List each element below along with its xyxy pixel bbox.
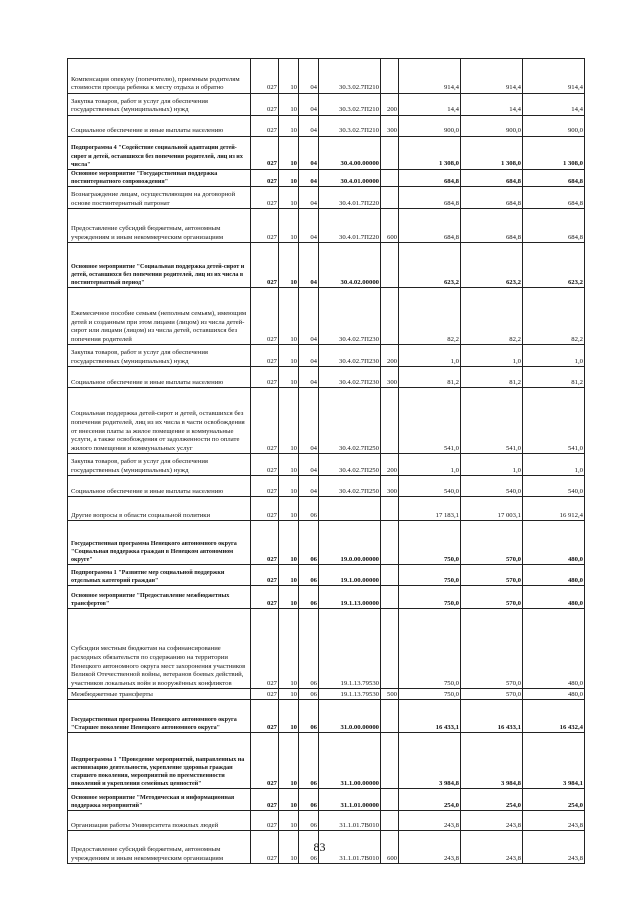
amount-year-1: 82,2: [399, 288, 461, 345]
target-article-code: 30.4.02.7П250: [319, 476, 381, 497]
expense-type-code: [381, 137, 399, 170]
amount-year-2: 684,8: [461, 209, 523, 243]
section-code: 10: [279, 345, 299, 367]
amount-year-1: 1 308,0: [399, 137, 461, 170]
ministry-code: 027: [251, 170, 279, 187]
expense-type-code: 500: [381, 689, 399, 700]
expense-type-code: [381, 565, 399, 586]
section-code: 10: [279, 565, 299, 586]
subsection-code: 06: [299, 689, 319, 700]
subsection-code: 04: [299, 170, 319, 187]
table-row: [68, 137, 585, 170]
expense-type-code: 200: [381, 345, 399, 367]
table-row: [68, 454, 585, 476]
amount-year-1: 3 984,8: [399, 733, 461, 789]
section-code: 10: [279, 521, 299, 565]
target-article-code: 30.4.02.7П250: [319, 454, 381, 476]
ministry-code: 027: [251, 209, 279, 243]
ministry-code: 027: [251, 689, 279, 700]
section-code: 10: [279, 811, 299, 831]
target-article-code: 30.4.01.7П220: [319, 187, 381, 209]
row-name: Подпрограмма 1 "Развитие мер социальной поддержки отдельных категорий граждан": [68, 565, 251, 586]
subsection-code: 06: [299, 497, 319, 521]
amount-year-1: 81,2: [399, 367, 461, 388]
row-name: Основное мероприятие "Социальная поддержка детей-сирот и детей, оставшихся без попечения родителей, лиц из их числа в постинтернатный период": [68, 243, 251, 288]
expense-type-code: [381, 733, 399, 789]
row-name: Подпрограмма 1 "Проведение мероприятий, направленных на активизацию деятельности, укрепление здоровья граждан старшего поколения, мероприятий по преемственности поколений и укрепления семейных ценностей": [68, 733, 251, 789]
amount-year-3: 480,0: [523, 689, 585, 700]
section-code: 10: [279, 789, 299, 811]
table-row: [68, 609, 585, 689]
row-name: Социальное обеспечение и иные выплаты населению: [68, 476, 251, 497]
amount-year-3: 914,4: [523, 59, 585, 94]
row-name: Межбюджетные трансферты: [68, 689, 251, 700]
table-row: [68, 700, 585, 733]
ministry-code: 027: [251, 367, 279, 388]
amount-year-1: 914,4: [399, 59, 461, 94]
amount-year-1: 541,0: [399, 388, 461, 454]
amount-year-1: 1,0: [399, 345, 461, 367]
ministry-code: 027: [251, 116, 279, 137]
expense-type-code: [381, 811, 399, 831]
target-article-code: 31.1.01.7В010: [319, 811, 381, 831]
row-name: Предоставление субсидий бюджетным, автономным учреждениям и иным некоммерческим организациям: [68, 831, 251, 864]
amount-year-2: 1,0: [461, 454, 523, 476]
expense-type-code: 300: [381, 367, 399, 388]
target-article-code: 30.4.01.7П220: [319, 209, 381, 243]
subsection-code: 06: [299, 789, 319, 811]
subsection-code: 04: [299, 454, 319, 476]
expense-type-code: [381, 497, 399, 521]
amount-year-1: 684,8: [399, 209, 461, 243]
table-row: [68, 733, 585, 789]
amount-year-2: 570,0: [461, 521, 523, 565]
section-code: 10: [279, 733, 299, 789]
amount-year-3: 254,0: [523, 789, 585, 811]
amount-year-2: 623,2: [461, 243, 523, 288]
table-row: [68, 689, 585, 700]
ministry-code: 027: [251, 831, 279, 864]
amount-year-1: 14,4: [399, 94, 461, 116]
amount-year-1: 750,0: [399, 689, 461, 700]
section-code: 10: [279, 94, 299, 116]
amount-year-1: 623,2: [399, 243, 461, 288]
amount-year-1: 1,0: [399, 454, 461, 476]
section-code: 10: [279, 609, 299, 689]
amount-year-3: 14,4: [523, 94, 585, 116]
table-row: [68, 170, 585, 187]
subsection-code: 04: [299, 209, 319, 243]
subsection-code: 04: [299, 345, 319, 367]
target-article-code: [319, 497, 381, 521]
section-code: 10: [279, 243, 299, 288]
target-article-code: 30.4.00.00000: [319, 137, 381, 170]
budget-table: [67, 58, 585, 864]
amount-year-3: 1 308,0: [523, 137, 585, 170]
ministry-code: 027: [251, 586, 279, 609]
subsection-code: 04: [299, 137, 319, 170]
section-code: 10: [279, 831, 299, 864]
table-row: [68, 521, 585, 565]
ministry-code: 027: [251, 243, 279, 288]
table-row: [68, 243, 585, 288]
section-code: 10: [279, 288, 299, 345]
amount-year-2: 540,0: [461, 476, 523, 497]
ministry-code: 027: [251, 137, 279, 170]
amount-year-2: 14,4: [461, 94, 523, 116]
table-row: [68, 811, 585, 831]
row-name: Вознаграждение лицам, осуществляющим на договорной основе постинтернатный патронат: [68, 187, 251, 209]
amount-year-2: 541,0: [461, 388, 523, 454]
ministry-code: 027: [251, 59, 279, 94]
amount-year-2: 570,0: [461, 689, 523, 700]
ministry-code: 027: [251, 94, 279, 116]
amount-year-3: 684,8: [523, 209, 585, 243]
amount-year-1: 16 433,1: [399, 700, 461, 733]
amount-year-3: 81,2: [523, 367, 585, 388]
amount-year-2: 81,2: [461, 367, 523, 388]
subsection-code: 06: [299, 586, 319, 609]
amount-year-2: 254,0: [461, 789, 523, 811]
expense-type-code: [381, 388, 399, 454]
subsection-code: 06: [299, 521, 319, 565]
table-row: [68, 59, 585, 94]
amount-year-3: 541,0: [523, 388, 585, 454]
amount-year-2: 914,4: [461, 59, 523, 94]
amount-year-3: 16 912,4: [523, 497, 585, 521]
section-code: 10: [279, 454, 299, 476]
amount-year-1: 750,0: [399, 521, 461, 565]
ministry-code: 027: [251, 497, 279, 521]
table-row: [68, 209, 585, 243]
amount-year-2: 570,0: [461, 565, 523, 586]
section-code: 10: [279, 497, 299, 521]
row-name: Закупка товаров, работ и услуг для обеспечения государственных (муниципальных) нужд: [68, 454, 251, 476]
target-article-code: 30.4.02.7П230: [319, 288, 381, 345]
expense-type-code: [381, 789, 399, 811]
table-row: [68, 565, 585, 586]
expense-type-code: [381, 288, 399, 345]
table-body: [68, 59, 585, 864]
section-code: 10: [279, 116, 299, 137]
subsection-code: 04: [299, 476, 319, 497]
target-article-code: 30.3.02.7П210: [319, 116, 381, 137]
amount-year-3: 684,8: [523, 170, 585, 187]
target-article-code: 31.1.00.00000: [319, 733, 381, 789]
amount-year-1: 254,0: [399, 789, 461, 811]
amount-year-3: 480,0: [523, 521, 585, 565]
amount-year-3: 16 432,4: [523, 700, 585, 733]
amount-year-2: 570,0: [461, 609, 523, 689]
row-name: Социальное обеспечение и иные выплаты населению: [68, 367, 251, 388]
target-article-code: 31.1.01.7В010: [319, 831, 381, 864]
expense-type-code: [381, 59, 399, 94]
target-article-code: 31.0.00.00000: [319, 700, 381, 733]
amount-year-1: 684,8: [399, 170, 461, 187]
target-article-code: 30.4.02.7П250: [319, 388, 381, 454]
amount-year-3: 1,0: [523, 454, 585, 476]
row-name: Закупка товаров, работ и услуг для обеспечения государственных (муниципальных) нужд: [68, 345, 251, 367]
table-row: [68, 367, 585, 388]
row-name: Субсидии местным бюджетам на софинансирование расходных обязательств по содержанию на территории Ненецкого автономного округа мест захоронения участников Великой Отечественной войны, ветеранов боевых действий, участников локальных войн и вооружённых конфликтов: [68, 609, 251, 689]
row-name: Социальная поддержка детей-сирот и детей, оставшихся без попечения родителей, лиц из их числа в части освобождения от внесения платы за жилое помещение и коммунальные услуги, а также освобождения от задолженности по оплате жилого помещения и коммунальных услуг: [68, 388, 251, 454]
amount-year-2: 900,0: [461, 116, 523, 137]
ministry-code: 027: [251, 288, 279, 345]
amount-year-3: 900,0: [523, 116, 585, 137]
section-code: 10: [279, 187, 299, 209]
amount-year-2: 243,8: [461, 831, 523, 864]
row-name: Ежемесячное пособие семьям (неполным семьям), имеющим детей и созданным при этом лицами (лицом) из числа детей-сирот или лицами (лицом) из числа детей, оставшихся без попечения родителей: [68, 288, 251, 345]
amount-year-3: 243,8: [523, 831, 585, 864]
target-article-code: 30.4.02.00000: [319, 243, 381, 288]
amount-year-3: 480,0: [523, 565, 585, 586]
section-code: 10: [279, 137, 299, 170]
ministry-code: 027: [251, 811, 279, 831]
amount-year-2: 1 308,0: [461, 137, 523, 170]
amount-year-1: 900,0: [399, 116, 461, 137]
table-row: [68, 789, 585, 811]
amount-year-3: 684,8: [523, 187, 585, 209]
table-row: [68, 187, 585, 209]
expense-type-code: [381, 609, 399, 689]
subsection-code: 04: [299, 288, 319, 345]
section-code: 10: [279, 170, 299, 187]
amount-year-1: 243,8: [399, 811, 461, 831]
amount-year-2: 16 433,1: [461, 700, 523, 733]
table-row: [68, 116, 585, 137]
ministry-code: 027: [251, 345, 279, 367]
subsection-code: 06: [299, 831, 319, 864]
amount-year-2: 82,2: [461, 288, 523, 345]
expense-type-code: [381, 521, 399, 565]
amount-year-2: 17 003,1: [461, 497, 523, 521]
row-name: Подпрограмма 4 "Содействие социальной адаптации детей-сирот и детей, оставшихся без попечения родителей, лиц из их числа": [68, 137, 251, 170]
table-row: [68, 388, 585, 454]
row-name: Основное мероприятие "Предоставление межбюджетных трансфертов": [68, 586, 251, 609]
expense-type-code: [381, 586, 399, 609]
row-name: Закупка товаров, работ и услуг для обеспечения государственных (муниципальных) нужд: [68, 94, 251, 116]
expense-type-code: [381, 187, 399, 209]
target-article-code: 30.3.02.7П210: [319, 94, 381, 116]
page-number: 83: [313, 840, 326, 854]
table-row: [68, 345, 585, 367]
table-row: [68, 476, 585, 497]
expense-type-code: [381, 700, 399, 733]
amount-year-1: 750,0: [399, 609, 461, 689]
subsection-code: 06: [299, 733, 319, 789]
expense-type-code: 300: [381, 476, 399, 497]
amount-year-1: 17 183,1: [399, 497, 461, 521]
target-article-code: 30.4.02.7П230: [319, 345, 381, 367]
expense-type-code: 600: [381, 831, 399, 864]
row-name: Основное мероприятие "Методическая и информационная поддержка мероприятий": [68, 789, 251, 811]
ministry-code: 027: [251, 454, 279, 476]
amount-year-2: 3 984,8: [461, 733, 523, 789]
ministry-code: 027: [251, 789, 279, 811]
expense-type-code: 200: [381, 454, 399, 476]
amount-year-1: 540,0: [399, 476, 461, 497]
section-code: 10: [279, 689, 299, 700]
amount-year-1: 750,0: [399, 586, 461, 609]
expense-type-code: 200: [381, 94, 399, 116]
amount-year-1: 243,8: [399, 831, 461, 864]
table-row: [68, 94, 585, 116]
ministry-code: 027: [251, 388, 279, 454]
target-article-code: 31.1.01.00000: [319, 789, 381, 811]
subsection-code: 06: [299, 609, 319, 689]
target-article-code: 19.1.13.79530: [319, 609, 381, 689]
amount-year-3: 82,2: [523, 288, 585, 345]
target-article-code: 19.0.00.00000: [319, 521, 381, 565]
subsection-code: 04: [299, 243, 319, 288]
section-code: 10: [279, 388, 299, 454]
table-row: [68, 586, 585, 609]
amount-year-3: 480,0: [523, 586, 585, 609]
section-code: 10: [279, 476, 299, 497]
target-article-code: 30.3.02.7П210: [319, 59, 381, 94]
amount-year-3: 540,0: [523, 476, 585, 497]
subsection-code: 04: [299, 116, 319, 137]
subsection-code: 04: [299, 367, 319, 388]
expense-type-code: [381, 243, 399, 288]
amount-year-1: 750,0: [399, 565, 461, 586]
expense-type-code: 600: [381, 209, 399, 243]
ministry-code: 027: [251, 565, 279, 586]
target-article-code: 19.1.13.79530: [319, 689, 381, 700]
row-name: Предоставление субсидий бюджетным, автономным учреждениям и иным некоммерческим организациям: [68, 209, 251, 243]
row-name: Другие вопросы в области социальной политики: [68, 497, 251, 521]
section-code: 10: [279, 59, 299, 94]
table-row: [68, 288, 585, 345]
ministry-code: 027: [251, 521, 279, 565]
section-code: 10: [279, 367, 299, 388]
ministry-code: 027: [251, 700, 279, 733]
row-name: Социальное обеспечение и иные выплаты населению: [68, 116, 251, 137]
subsection-code: 04: [299, 94, 319, 116]
target-article-code: 30.4.02.7П230: [319, 367, 381, 388]
ministry-code: 027: [251, 476, 279, 497]
row-name: Государственная программа Ненецкого автономного округа "Старшее поколение Ненецкого автономного округа": [68, 700, 251, 733]
section-code: 10: [279, 700, 299, 733]
amount-year-1: 684,8: [399, 187, 461, 209]
section-code: 10: [279, 209, 299, 243]
table-row: [68, 497, 585, 521]
amount-year-3: 480,0: [523, 609, 585, 689]
target-article-code: 19.1.13.00000: [319, 586, 381, 609]
amount-year-3: 243,8: [523, 811, 585, 831]
amount-year-3: 623,2: [523, 243, 585, 288]
row-name: Организация работы Университета пожилых людей: [68, 811, 251, 831]
amount-year-2: 684,8: [461, 170, 523, 187]
target-article-code: 30.4.01.00000: [319, 170, 381, 187]
amount-year-2: 684,8: [461, 187, 523, 209]
section-code: 10: [279, 586, 299, 609]
target-article-code: 19.1.00.00000: [319, 565, 381, 586]
amount-year-3: 1,0: [523, 345, 585, 367]
subsection-code: 04: [299, 59, 319, 94]
subsection-code: 06: [299, 811, 319, 831]
ministry-code: 027: [251, 609, 279, 689]
subsection-code: 04: [299, 388, 319, 454]
row-name: Основное мероприятие "Государственная поддержка постинтернатного сопровождения": [68, 170, 251, 187]
row-name: Государственная программа Ненецкого автономного округа "Социальная поддержка граждан в Ненецком автономном округе": [68, 521, 251, 565]
ministry-code: 027: [251, 733, 279, 789]
amount-year-3: 3 984,1: [523, 733, 585, 789]
expense-type-code: 300: [381, 116, 399, 137]
amount-year-2: 1,0: [461, 345, 523, 367]
expense-type-code: [381, 170, 399, 187]
amount-year-2: 243,8: [461, 811, 523, 831]
row-name: Компенсация опекуну (попечителю), приемным родителям стоимости проезда ребенка к месту отдыха и обратно: [68, 59, 251, 94]
subsection-code: 06: [299, 700, 319, 733]
amount-year-2: 570,0: [461, 586, 523, 609]
ministry-code: 027: [251, 187, 279, 209]
subsection-code: 06: [299, 565, 319, 586]
subsection-code: 04: [299, 187, 319, 209]
